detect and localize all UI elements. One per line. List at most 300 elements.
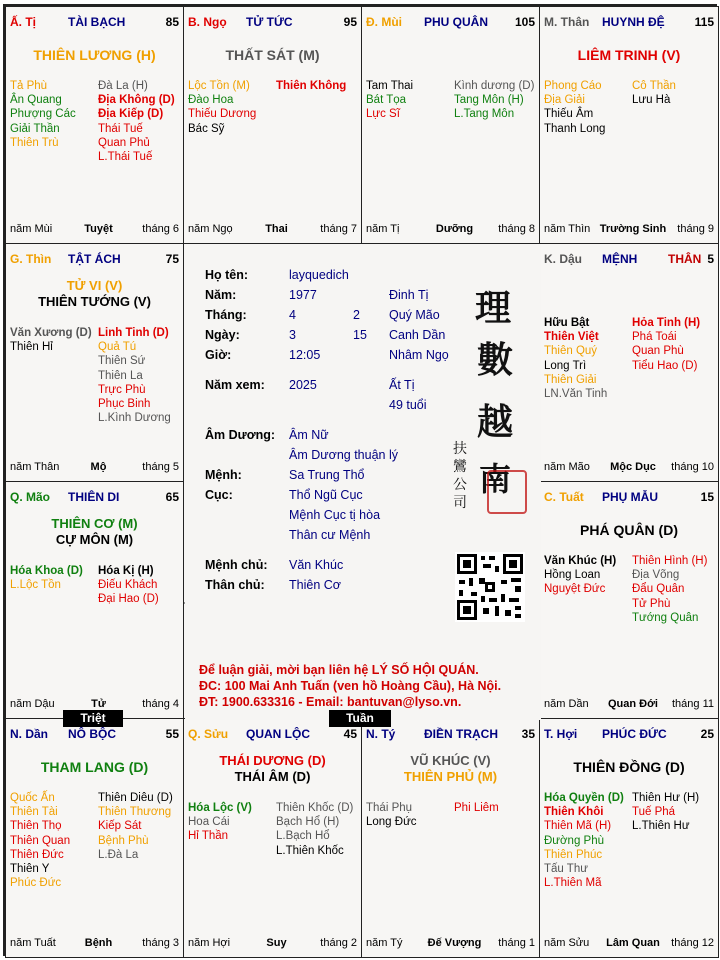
- minor-star: Quan Phủ: [98, 136, 150, 149]
- minor-star: Thiên Hư (H): [632, 792, 700, 804]
- value-ho-ten: layquedich: [289, 268, 349, 282]
- calligraphy-side-text: [453, 440, 469, 512]
- palace-stem-branch: B. Ngọ: [188, 15, 227, 29]
- label-nam: Năm:: [205, 288, 237, 302]
- label-ngay: Ngày:: [205, 328, 240, 342]
- minor-star: Hóa Kị (H): [98, 565, 154, 577]
- minor-star: Tuế Phá: [632, 806, 676, 819]
- palace-age-number: 95: [343, 15, 357, 29]
- minor-star: Thiên Không: [276, 80, 347, 92]
- minor-star: Thiên Quý: [544, 345, 598, 358]
- minor-star-column-right: [276, 801, 353, 858]
- minor-star: Thiên Sứ: [98, 355, 146, 368]
- palace-year: năm Thìn: [544, 223, 591, 235]
- palace-stem-branch: Đ. Mùi: [366, 15, 402, 29]
- minor-star: Thiên Y: [10, 863, 50, 876]
- palace-stem-branch: Q. Mão: [10, 490, 51, 504]
- minor-star: Thiên Hình (H): [632, 555, 708, 567]
- minor-star: Tử Phù: [632, 597, 671, 610]
- minor-star: Hoa Cái: [188, 816, 230, 829]
- major-stars: [6, 278, 183, 310]
- palace-year: năm Mão: [544, 461, 590, 473]
- value-am-duong-2: Âm Dương thuận lý: [289, 448, 398, 462]
- palace-life-stage: Mộ: [90, 461, 107, 473]
- palace-age-number: 105: [514, 15, 535, 29]
- minor-star: Hỉ Thần: [188, 830, 229, 843]
- palace-year: năm Thân: [10, 461, 60, 473]
- minor-star-column-left: [188, 801, 252, 844]
- label-menh: Mệnh:: [205, 468, 242, 482]
- minor-star: Thiên Thọ: [10, 820, 62, 833]
- side-char-4: 司: [453, 495, 467, 511]
- minor-star-column-left: [10, 791, 70, 890]
- major-star: VŨ KHÚC (V): [410, 753, 491, 768]
- palace-footer: [10, 223, 179, 237]
- label-am-duong: Âm Dương:: [205, 428, 276, 442]
- side-char-1: 扶: [453, 441, 467, 457]
- major-star: TỬ VI (V): [66, 278, 123, 293]
- palace-no-boc[interactable]: [5, 718, 184, 958]
- minor-star: LN.Văn Tinh: [544, 388, 608, 401]
- value-nam: 1977: [289, 288, 317, 302]
- red-seal-stamp: [487, 470, 527, 514]
- minor-star: Thiên Mã (H): [544, 820, 612, 833]
- palace-month: tháng 5: [142, 461, 179, 473]
- palace-header: [188, 15, 357, 31]
- palace-life-stage: Dưỡng: [435, 223, 474, 235]
- palace-footer: [10, 937, 179, 951]
- calligraphy-char-1: 理: [475, 287, 512, 329]
- minor-star: Thái Phụ: [366, 802, 413, 814]
- palace-header: [544, 252, 714, 268]
- palace-header: [10, 490, 179, 506]
- palace-life-stage: Quan Đới: [608, 698, 658, 710]
- calligraphy-char-4: 南: [479, 460, 512, 498]
- palace-life-stage: Thai: [265, 223, 288, 235]
- minor-star: Thiên Trù: [10, 136, 59, 149]
- palace-dien-trach[interactable]: [361, 718, 540, 958]
- palace-stem-branch: N. Dần: [10, 727, 49, 741]
- minor-star: Thiên Khốc (D): [276, 802, 354, 814]
- minor-star: Ân Quang: [10, 94, 62, 107]
- minor-star-column-right: [98, 791, 173, 862]
- value-than-chu: Thiên Cơ: [289, 578, 341, 592]
- palace-age-number: 25: [700, 727, 714, 741]
- minor-star: Địa Kiếp (D): [98, 108, 164, 121]
- minor-star: Địa Không (D): [98, 94, 175, 107]
- palace-footer: [188, 937, 357, 951]
- palace-year: năm Tị: [366, 223, 400, 235]
- value-am-duong: Âm Nữ: [289, 428, 329, 442]
- minor-star: Bạch Hổ (H): [276, 816, 340, 829]
- palace-header: [544, 15, 714, 31]
- value-gio-can: Nhâm Ngọ: [389, 348, 449, 362]
- major-stars: [540, 522, 718, 538]
- minor-star: Long Đức: [366, 816, 417, 829]
- contact-line-1: Để luận giải, mời bạn liên hệ LÝ SỐ HỘI QUÁN.: [199, 663, 479, 677]
- minor-star: Linh Tinh (D): [98, 327, 169, 339]
- value-nam-can: Đinh Tị: [389, 288, 429, 302]
- minor-star: Phi Liêm: [454, 802, 499, 814]
- minor-star: Phá Toái: [632, 331, 677, 344]
- minor-star-column-right: [98, 326, 171, 425]
- minor-star: Bác Sỹ: [188, 122, 225, 135]
- label-menh-chu: Mệnh chủ:: [205, 558, 268, 572]
- minor-star: L.Thái Tuế: [98, 151, 153, 164]
- value-nam-xem: 2025: [289, 378, 317, 392]
- minor-star: Cô Thần: [632, 80, 676, 92]
- minor-star: Bệnh Phù: [98, 834, 149, 847]
- major-star: THIÊN CƠ (M): [51, 516, 138, 531]
- minor-star: Địa Võng: [632, 569, 680, 582]
- palace-header: [10, 15, 179, 31]
- palace-life-stage: Suy: [266, 937, 287, 949]
- major-star: THIÊN TƯỚNG (V): [38, 294, 151, 309]
- palace-age-number: 15: [700, 490, 714, 504]
- minor-star: Thiên Giải: [544, 373, 597, 386]
- minor-star: Thiếu Âm: [544, 108, 594, 121]
- minor-star: Thiên Đức: [10, 848, 64, 861]
- palace-year: năm Tuất: [10, 937, 56, 949]
- minor-star: Tướng Quân: [632, 611, 699, 624]
- minor-star: Giải Thần: [10, 122, 60, 135]
- palace-footer: [188, 223, 357, 237]
- palace-title: PHU QUÂN: [424, 15, 489, 29]
- palace-year: năm Tý: [366, 937, 403, 949]
- palace-footer: [10, 461, 179, 475]
- palace-footer: [366, 223, 535, 237]
- palace-year: năm Mùi: [10, 223, 53, 235]
- minor-star: Thiên Khôi: [544, 806, 604, 819]
- major-stars: [362, 753, 539, 785]
- minor-star: L.Đà La: [98, 848, 139, 861]
- palace-stem-branch: G. Thìn: [10, 252, 52, 266]
- minor-star: Tả Phù: [10, 80, 48, 92]
- palace-age-number: 45: [343, 727, 357, 741]
- qr-code-icon[interactable]: [455, 552, 525, 622]
- minor-star-column-left: [10, 79, 76, 150]
- palace-year: năm Dần: [544, 698, 589, 710]
- palace-footer: [544, 698, 714, 712]
- major-stars: [6, 516, 183, 548]
- palace-tat-ach[interactable]: [5, 243, 184, 482]
- major-star: THÁI ÂM (D): [234, 769, 311, 784]
- minor-star: Phong Cáo: [544, 80, 602, 92]
- palace-header: [544, 490, 714, 506]
- palace-title-than: THÂN: [668, 252, 702, 266]
- value-ngay: 3: [289, 328, 296, 342]
- label-gio: Giờ:: [205, 348, 232, 362]
- palace-header: [544, 727, 714, 743]
- value-cuc-2: Mệnh Cục tị hòa: [289, 508, 381, 522]
- label-ho-ten: Họ tên:: [205, 268, 249, 282]
- minor-star: L.Thiên Hư: [632, 820, 690, 833]
- minor-star: Kình dương (D): [454, 80, 535, 92]
- palace-title: TẬT ÁCH: [68, 252, 121, 266]
- value-thang: 4: [289, 308, 296, 322]
- minor-star: Điếu Khách: [98, 579, 158, 592]
- palace-footer: [544, 461, 714, 475]
- major-star: THIÊN ĐỒNG (D): [573, 759, 685, 775]
- value-cuc: Thổ Ngũ Cục: [289, 488, 363, 502]
- palace-title: THIÊN DI: [68, 490, 120, 504]
- major-stars: [540, 47, 718, 63]
- minor-star-column-right: [632, 791, 699, 834]
- minor-star: Hóa Khoa (D): [10, 565, 83, 577]
- value-menh: Sa Trung Thổ: [289, 468, 365, 482]
- palace-thien-di[interactable]: [5, 481, 184, 719]
- palace-phuc-duc[interactable]: [539, 718, 719, 958]
- palace-title: HUYNH ĐỆ: [602, 15, 665, 29]
- palace-month: tháng 3: [142, 937, 179, 949]
- minor-star-column-left: [10, 326, 92, 354]
- palace-header: [366, 15, 535, 31]
- minor-star: Quan Phù: [632, 345, 684, 358]
- major-star: THIÊN PHỦ (M): [403, 769, 498, 784]
- calligraphy-char-2: 數: [477, 339, 514, 381]
- minor-star: L.Thiên Mã: [544, 877, 602, 890]
- horoscope-chart: [3, 4, 717, 956]
- label-cuc: Cục:: [205, 488, 233, 502]
- palace-life-stage: Tuyệt: [84, 223, 113, 235]
- minor-star: L.Tang Môn: [454, 108, 515, 121]
- minor-star: Hóa Lộc (V): [188, 802, 252, 814]
- major-star: CỰ MÔN (M): [55, 532, 134, 547]
- palace-life-stage: Đế Vượng: [427, 937, 482, 949]
- palace-month: tháng 7: [320, 223, 357, 235]
- palace-title: TỬ TỨC: [246, 15, 293, 29]
- value-ngay-can: Canh Dần: [389, 328, 446, 342]
- minor-star: Quốc Ấn: [10, 792, 55, 804]
- palace-month: tháng 8: [498, 223, 535, 235]
- label-than-chu: Thân chủ:: [205, 578, 265, 592]
- palace-phu-mau[interactable]: [539, 481, 719, 719]
- palace-life-stage: Bệnh: [84, 937, 113, 949]
- minor-star-column-right: [454, 79, 534, 122]
- palace-tai-bach[interactable]: [5, 6, 184, 244]
- minor-star: Hồng Loan: [544, 569, 601, 582]
- palace-stem-branch: N. Tý: [366, 727, 396, 741]
- palace-month: tháng 12: [671, 937, 714, 949]
- minor-star: L.Lộc Tồn: [10, 579, 61, 592]
- major-star: THIÊN LƯƠNG (H): [33, 47, 156, 63]
- palace-stem-branch: Q. Sửu: [188, 727, 229, 741]
- minor-star: L.Thiên Khốc: [276, 844, 344, 857]
- minor-star: Phục Binh: [98, 398, 151, 411]
- minor-star: Văn Khúc (H): [544, 555, 617, 567]
- palace-age-number: 35: [521, 727, 535, 741]
- palace-title: ĐIỀN TRẠCH: [424, 727, 498, 741]
- palace-stem-branch: M. Thân: [544, 15, 590, 29]
- palace-month: tháng 6: [142, 223, 179, 235]
- palace-year: năm Hợi: [188, 937, 231, 949]
- minor-star: Văn Xương (D): [10, 327, 92, 339]
- minor-star-column-right: [276, 79, 346, 93]
- palace-age-number: 5: [707, 252, 714, 266]
- minor-star-column-right: [632, 316, 700, 373]
- contact-address: ĐC: 100 Mai Anh Tuấn (ven hồ Hoàng Cầu), Hà Nội.: [199, 679, 502, 693]
- palace-month: tháng 2: [320, 937, 357, 949]
- major-stars: [184, 753, 361, 785]
- major-star: THÁI DƯƠNG (D): [219, 753, 326, 768]
- minor-star-column-right: [632, 79, 676, 107]
- palace-life-stage: Trường Sinh: [599, 223, 667, 235]
- minor-star-column-left: [544, 554, 616, 597]
- palace-header: [366, 727, 535, 743]
- minor-star: Thiên Phúc: [544, 848, 603, 861]
- minor-star-column-left: [366, 801, 417, 829]
- side-char-3: 公: [453, 477, 467, 493]
- palace-stem-branch: Ấ. Tị: [10, 15, 36, 29]
- palace-year: năm Dậu: [10, 698, 55, 710]
- palace-month: tháng 4: [142, 698, 179, 710]
- minor-star: Tiểu Hao (D): [632, 359, 698, 372]
- palace-title: TÀI BẠCH: [68, 15, 126, 29]
- contact-info: [199, 662, 539, 710]
- minor-star: Phượng Các: [10, 108, 76, 121]
- minor-star-column-left: [544, 791, 624, 890]
- major-stars: [184, 47, 361, 63]
- major-star: THAM LANG (D): [40, 759, 149, 775]
- minor-star: Tấu Thư: [544, 863, 588, 876]
- value-ngay-am: 15: [353, 328, 367, 342]
- palace-month: tháng 10: [671, 461, 714, 473]
- tuan-marker: Tuần: [329, 710, 391, 727]
- major-stars: [540, 759, 718, 775]
- value-cuc-3: Thân cư Mệnh: [289, 528, 371, 542]
- major-star: THẤT SÁT (M): [225, 47, 320, 63]
- palace-tu-tuc[interactable]: [183, 6, 362, 244]
- palace-life-stage: Tử: [91, 698, 106, 710]
- side-char-2: 鸞: [453, 459, 467, 475]
- palace-month: tháng 11: [671, 698, 714, 710]
- minor-star: Thiên La: [98, 369, 143, 382]
- major-star: LIÊM TRINH (V): [577, 47, 681, 63]
- minor-star: Địa Giải: [544, 94, 585, 107]
- value-menh-chu: Văn Khúc: [289, 558, 344, 572]
- palace-title: NÔ BỘC: [68, 727, 116, 741]
- minor-star: Thiên Diêu (D): [98, 792, 173, 804]
- palace-huynh-de[interactable]: [539, 6, 719, 244]
- palace-quan-loc[interactable]: [183, 718, 362, 958]
- minor-star: Đào Hoa: [188, 94, 234, 107]
- minor-star: Thiên Thương: [98, 806, 172, 819]
- palace-year: năm Ngọ: [188, 223, 233, 235]
- palace-title: PHỤ MẪU: [602, 490, 658, 504]
- contact-phone-email[interactable]: ĐT: 1900.633316 - Email: bantuvan@lyso.vn.: [199, 695, 462, 709]
- value-gio: 12:05: [289, 348, 321, 362]
- minor-star: L.Bạch Hổ: [276, 830, 330, 843]
- palace-age-number: 75: [165, 252, 179, 266]
- palace-stem-branch: K. Dậu: [544, 252, 583, 266]
- palace-age-number: 65: [165, 490, 179, 504]
- minor-star: Long Trì: [544, 359, 587, 372]
- minor-star-column-left: [544, 79, 605, 136]
- minor-star-column-right: [454, 801, 499, 815]
- palace-month: tháng 9: [677, 223, 714, 235]
- major-stars: [6, 47, 183, 63]
- calligraphy-char-3: 越: [477, 401, 514, 443]
- minor-star: Đại Hao (D): [98, 593, 159, 606]
- palace-menh[interactable]: [539, 243, 719, 482]
- palace-header: [10, 252, 179, 268]
- palace-age-number: 55: [165, 727, 179, 741]
- triet-marker: Triệt: [63, 710, 123, 727]
- palace-phu-quan[interactable]: [361, 6, 540, 244]
- label-nam-xem: Năm xem:: [205, 378, 265, 392]
- palace-stem-branch: T. Hợi: [544, 727, 578, 741]
- minor-star-column-right: [98, 79, 175, 164]
- minor-star: Thiên Tài: [10, 806, 58, 819]
- minor-star: Lực Sĩ: [366, 108, 400, 121]
- palace-header: [188, 727, 357, 743]
- label-thang: Tháng:: [205, 308, 247, 322]
- minor-star: Tang Môn (H): [454, 94, 524, 107]
- minor-star-column-right: [98, 564, 159, 607]
- minor-star: Bát Tọa: [366, 94, 407, 107]
- minor-star: Hữu Bật: [544, 317, 590, 329]
- palace-year: năm Sửu: [544, 937, 590, 949]
- palace-title: QUAN LỘC: [246, 727, 310, 741]
- minor-star: Hóa Quyền (D): [544, 792, 624, 804]
- minor-star: Thiên Quan: [10, 834, 71, 847]
- minor-star: Đường Phù: [544, 834, 604, 847]
- minor-star: Đà La (H): [98, 80, 148, 92]
- minor-star: Trực Phù: [98, 383, 146, 396]
- palace-footer: [366, 937, 535, 951]
- minor-star: Thiếu Dương: [188, 108, 257, 121]
- minor-star-column-left: [10, 564, 83, 592]
- palace-life-stage: Mộc Dục: [610, 461, 656, 473]
- value-tuoi: 49 tuổi: [389, 398, 427, 412]
- minor-star: Lưu Hà: [632, 94, 671, 107]
- minor-star-column-left: [188, 79, 256, 136]
- value-thang-can: Quý Mão: [389, 308, 440, 322]
- palace-title: PHÚC ĐỨC: [602, 727, 667, 741]
- minor-star: Lộc Tồn (M): [188, 80, 250, 92]
- minor-star-column-left: [366, 79, 413, 122]
- value-thang-am: 2: [353, 308, 360, 322]
- value-nam-xem-can: Ất Tị: [389, 378, 415, 392]
- minor-star: Thiên Việt: [544, 331, 599, 344]
- minor-star: Tam Thai: [366, 80, 414, 92]
- minor-star: Hỏa Tinh (H): [632, 317, 701, 329]
- minor-star: Phúc Đức: [10, 877, 62, 890]
- center-info-panel: [185, 244, 541, 720]
- palace-stem-branch: C. Tuất: [544, 490, 584, 504]
- palace-header: [10, 727, 179, 743]
- palace-footer: [544, 223, 714, 237]
- minor-star: Thiên Hỉ: [10, 341, 53, 354]
- palace-age-number: 115: [694, 15, 714, 29]
- palace-title: MỆNH: [602, 252, 638, 266]
- minor-star: Kiếp Sát: [98, 820, 142, 833]
- minor-star: Thái Tuế: [98, 122, 143, 135]
- palace-footer: [544, 937, 714, 951]
- minor-star-column-right: [632, 554, 707, 625]
- minor-star: Đẩu Quân: [632, 583, 685, 596]
- minor-star: Quả Tú: [98, 341, 137, 354]
- major-stars: [6, 759, 183, 775]
- minor-star: L.Kình Dương: [98, 412, 171, 425]
- palace-life-stage: Lâm Quan: [606, 937, 660, 949]
- minor-star-column-left: [544, 316, 607, 401]
- minor-star: Thanh Long: [544, 122, 606, 135]
- minor-star: Nguyệt Đức: [544, 583, 606, 596]
- major-star: PHÁ QUÂN (D): [580, 522, 678, 538]
- palace-month: tháng 1: [498, 937, 535, 949]
- palace-age-number: 85: [165, 15, 179, 29]
